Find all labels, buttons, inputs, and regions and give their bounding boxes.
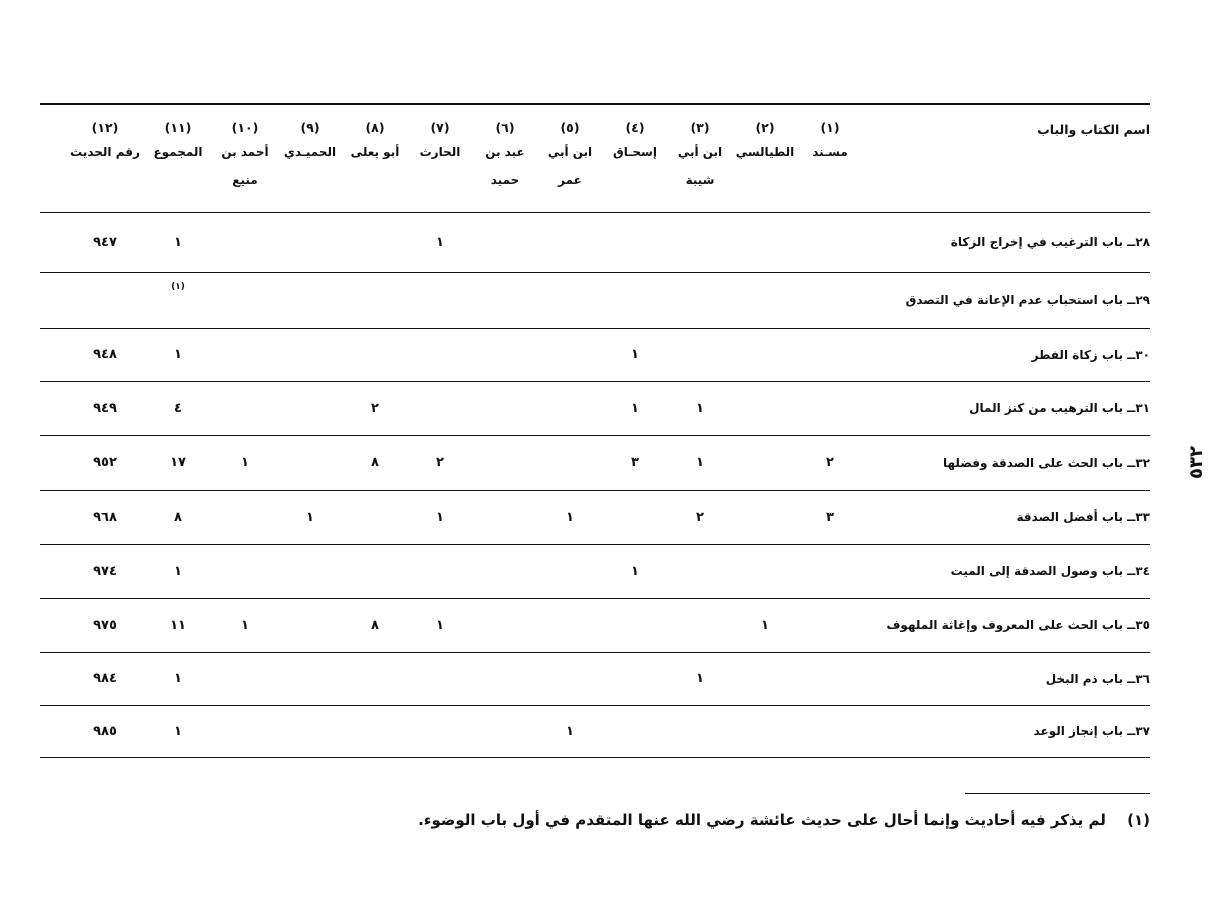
column-label: عبد بن: [485, 145, 525, 159]
column-label: ابن أبي: [547, 145, 593, 159]
column-number: (٢): [755, 120, 775, 135]
column-number: (٣): [690, 120, 710, 135]
cell-count: ١: [436, 617, 444, 633]
cell-count: ١: [436, 509, 444, 525]
footnote-reference: (١): [171, 282, 185, 292]
cell-total: ١: [174, 671, 182, 686]
cell-total: ١٧: [170, 455, 186, 470]
column-label: الحارث: [419, 145, 461, 159]
cell-total: ٨: [174, 509, 182, 525]
cell-count: ١: [631, 563, 639, 579]
table-row: [0, 435, 1224, 490]
column-label: الطيالسي: [735, 145, 795, 159]
column-number: (١): [820, 120, 840, 135]
cell-count: ١: [241, 617, 249, 633]
cell-count: ٢: [436, 455, 444, 470]
cell-count: ٢: [371, 400, 379, 416]
cell-count: ١: [696, 671, 704, 686]
cell-count: ١: [696, 400, 704, 416]
cell-hadith-number: ٩٦٨: [93, 509, 117, 525]
cell-count: ١: [566, 509, 574, 525]
column-label: أحمد بن: [221, 145, 269, 159]
chapter-title: ٣١ــ باب الترهيب من كنز المال: [969, 401, 1150, 415]
cell-count: ٣: [631, 455, 639, 470]
column-label: رقم الحديث: [70, 145, 140, 159]
table-row: [0, 652, 1224, 705]
cell-hadith-number: ٩٧٤: [93, 563, 117, 579]
column-number: (٩): [300, 120, 320, 135]
column-number: (١١): [164, 120, 192, 135]
column-number: (٥): [560, 120, 580, 135]
cell-hadith-number: ٩٨٥: [93, 723, 117, 739]
table-row: [0, 381, 1224, 435]
cell-total: ١: [174, 347, 182, 362]
chapter-title: ٣٧ــ باب إنجاز الوعد: [1033, 724, 1150, 738]
table-row: [0, 272, 1224, 328]
table-top-rule: [40, 103, 1150, 105]
chapter-title: ٢٨ــ باب الترغيب في إخراج الزكاة: [950, 235, 1150, 249]
cell-hadith-number: ٩٧٥: [93, 617, 117, 633]
chapter-title: ٣٣ــ باب أفضل الصدقة: [1016, 510, 1150, 524]
chapter-title: ٣٠ــ باب زكاة الفطر: [1031, 347, 1150, 362]
column-label: عمر: [558, 173, 582, 187]
cell-count: ١: [241, 455, 249, 470]
footnote-rule: [965, 793, 1150, 794]
footnote-marker: (١): [1127, 811, 1150, 829]
table-row: [0, 544, 1224, 598]
cell-total: ١: [174, 234, 182, 250]
cell-count: ١: [566, 723, 574, 739]
column-number: (١٢): [91, 120, 119, 135]
cell-total: ١١: [170, 617, 186, 633]
chapter-title: ٣٦ــ باب ذم البخل: [1045, 671, 1150, 686]
column-label: المجموع: [153, 145, 203, 159]
table-row: [0, 598, 1224, 652]
cell-count: ٣: [826, 509, 834, 525]
cell-hadith-number: ٩٥٢: [93, 455, 117, 470]
column-number: (٤): [625, 120, 645, 135]
header-column: [60, 118, 150, 166]
chapter-title: ٣٢ــ باب الحث على الصدقة وفضلها: [942, 455, 1150, 470]
cell-hadith-number: ٩٤٩: [93, 400, 117, 416]
cell-hadith-number: ٩٤٧: [93, 234, 117, 250]
column-label: حميد: [490, 173, 520, 187]
cell-count: ٢: [696, 509, 704, 525]
page-number: ٥٣٢: [1185, 446, 1207, 479]
cell-count: ١: [631, 347, 639, 362]
chapter-title: ٣٥ــ باب الحث على المعروف وإغاثة الملهوف: [886, 618, 1150, 632]
column-label: مسـند: [812, 145, 848, 159]
table-row: [0, 490, 1224, 544]
column-label: شيبة: [685, 173, 715, 187]
cell-count: ١: [631, 400, 639, 416]
chapter-title: ٢٩ــ باب استحباب عدم الإعانة في التصدق: [905, 293, 1150, 307]
cell-count: ١: [436, 234, 444, 250]
cell-count: ١: [761, 617, 769, 633]
column-label: الحميـدي: [283, 145, 337, 159]
column-label: أبو يعلى: [350, 145, 400, 159]
column-number: (٧): [430, 120, 450, 135]
table-row: [0, 705, 1224, 757]
footnote: [418, 808, 1150, 832]
cell-total: ١: [174, 563, 182, 579]
cell-total: ٤: [174, 400, 182, 416]
cell-hadith-number: ٩٨٤: [93, 671, 117, 686]
cell-count: ٨: [371, 617, 379, 633]
cell-hadith-number: ٩٤٨: [93, 347, 117, 362]
cell-count: ٨: [371, 455, 379, 470]
cell-total: ١: [174, 723, 182, 739]
table-row: [0, 328, 1224, 381]
table-row: [0, 212, 1224, 272]
column-number: (١٠): [231, 120, 259, 135]
chapter-title: ٣٤ــ باب وصول الصدقة إلى الميت: [950, 564, 1150, 578]
footnote-text: لم يذكر فيه أحاديث وإنما أحال على حديث عائشة رضي الله عنها المتقدم في أول باب الوضوء.: [418, 811, 1106, 829]
header-book-and-chapter: اسم الكتاب والباب: [1037, 122, 1150, 137]
column-label: إسحـاق: [613, 145, 657, 159]
column-label: منيع: [232, 173, 258, 187]
cell-count: ٢: [826, 455, 834, 470]
cell-count: ١: [696, 455, 704, 470]
column-number: (٨): [365, 120, 385, 135]
column-number: (٦): [495, 120, 515, 135]
cell-count: ١: [306, 509, 314, 525]
row-rule: [40, 757, 1150, 758]
column-label: ابن أبي: [677, 145, 723, 159]
